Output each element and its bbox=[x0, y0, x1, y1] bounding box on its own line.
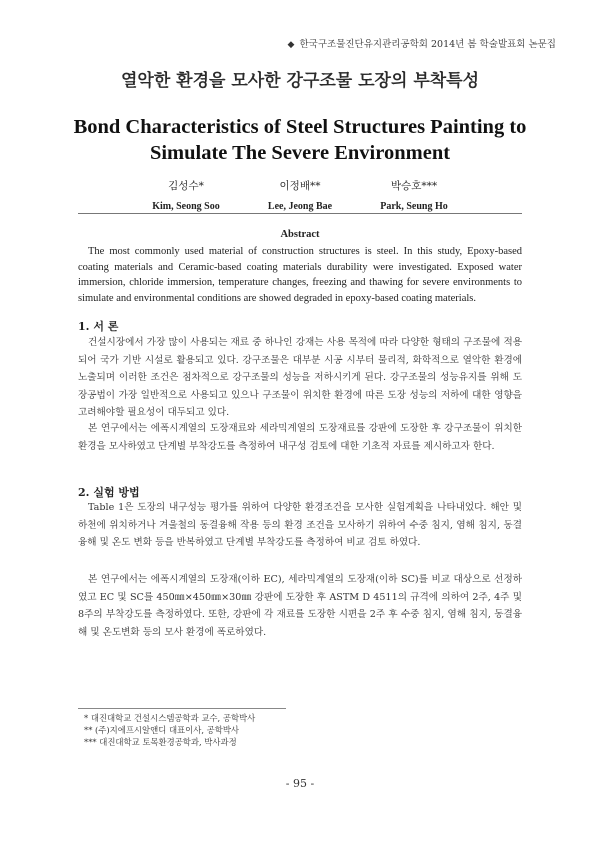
author-name-korean: 김성수* bbox=[168, 180, 204, 192]
section-heading-introduction: 1. 서 론 bbox=[78, 320, 119, 333]
title-english: Bond Characteristics of Steel Structures Painting to Simulate The Severe Environment bbox=[73, 116, 527, 164]
section-heading-methods: 2. 실험 방법 bbox=[78, 486, 140, 499]
footnote: *** 대진대학교 토목환경공학과, 박사과정 bbox=[84, 737, 237, 747]
title-korean: 열악한 환경을 모사한 강구조물 도장의 부착특성 bbox=[120, 71, 480, 91]
running-header bbox=[288, 36, 556, 50]
author-name-korean: 이정배** bbox=[279, 180, 321, 192]
author-name-english: Kim, Seong Soo bbox=[152, 201, 220, 212]
abstract-heading: Abstract bbox=[280, 229, 320, 240]
footnote: * 대진대학교 건설시스템공학과 교수, 공학박사 bbox=[84, 713, 256, 723]
author-name-english: Lee, Jeong Bae bbox=[267, 201, 333, 212]
body-paragraph: 본 연구에서는 에폭시계열의 도장재(이하 EC), 세라믹계열의 도장재(이하 SC)를 비교 대상으로 선정하였고 EC 및 SC를 450㎜×450㎜×30㎜ 강판에 도장한 후 ASTM D 4511의 규격에 의하여 2주, 4주 및 8주의 부착강도를 측정하였다. 또한, 강판에 각 재료를 도장한 시편을 2주 후 수중 침지, 염해 침지, 동결융해 및 온도변화 등의 모사 환경에 폭로하였다. bbox=[78, 574, 522, 638]
author-name-korean: 박승호*** bbox=[390, 180, 438, 192]
author bbox=[136, 178, 236, 212]
body-paragraph: 본 연구에서는 에폭시계열의 도장재료와 세라믹계열의 도장재료를 강판에 도장한 후 강구조물이 위치한 환경을 모사하였고 단계별 부착강도를 측정하여 내구성 검토에 대한 기초적 자료를 제시하고자 한다. bbox=[78, 423, 522, 452]
header-divider bbox=[78, 213, 522, 214]
running-header-text: 한국구조물진단유지관리공학회 2014년 봄 학술발표회 논문집 bbox=[299, 39, 556, 50]
abstract-body: The most commonly used material of construction structures is steel. In this study, Epoxy-based coating materials and Ceramic-based coating materials durability were investigated. Exposed water immersion, chloride immersion, temperature changes, freezing and thawing for severe environments to simulate and environmental conditions are showed degraded in epoxy-based coating materials. bbox=[78, 246, 522, 304]
footnotes bbox=[84, 712, 255, 748]
body-paragraph: 건설시장에서 가장 많이 사용되는 재료 중 하나인 강재는 사용 목적에 따라 다양한 형태의 구조물에 적용되어 국가 기반 시설로 활용되고 있다. 강구조물은 대부분 시공 시부터 물리적, 화학적으로 열악한 환경에 노출되며 이러한 조건은 점차적으로 강구조물의 성능을 저하시키게 된다. 강구조물의 성능유지를 위해 도장공법이 가장 일반적으로 사용되고 있으나 구조물이 위치한 환경에 따른 도장 성능의 저하에 대한 영향을 고려해야할 필요성이 대두되고 있다. bbox=[78, 337, 522, 419]
footnote: ** (주)지에프시알앤디 대표이사, 공학박사 bbox=[84, 725, 240, 735]
author bbox=[364, 178, 464, 212]
page-number: - 95 - bbox=[285, 777, 315, 790]
author-name-english: Park, Seung Ho bbox=[380, 201, 448, 212]
body-paragraph: Table 1은 도장의 내구성능 평가를 위하여 다양한 환경조건을 모사한 실험계획을 나타내었다. 해안 및 하천에 위치하거나 겨울철의 동결융해 작용 등의 환경 조건을 모사하기 위하여 수중 침지, 염해 침지, 동결 융해 및 온도 변화 등을 반복하였고 단계별 부착강도를 측정하여 비교 검토 하였다. bbox=[78, 502, 522, 549]
diamond-icon: ◆ bbox=[287, 40, 295, 50]
footnote-divider bbox=[78, 708, 286, 709]
author bbox=[250, 178, 350, 212]
